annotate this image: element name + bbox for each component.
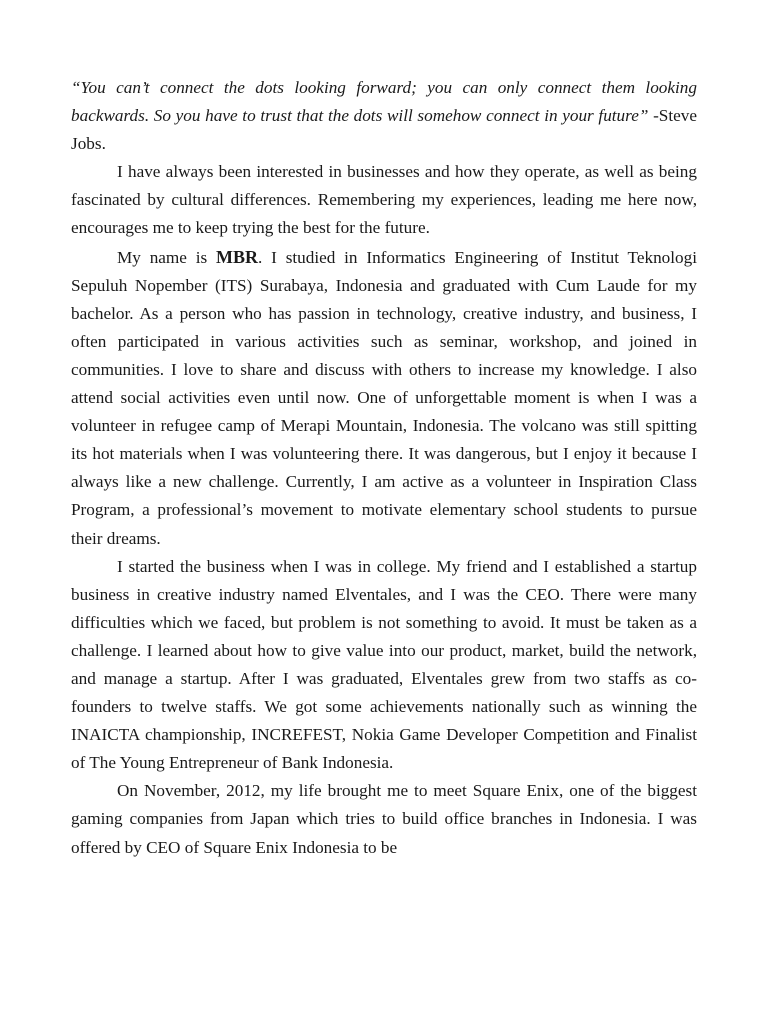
quote-paragraph	[71, 74, 697, 158]
paragraph-interests: I have always been interested in businesses and how they operate, as well as being fascinated by cultural differences. Remembering my experiences, leading me here now, encourages me to keep trying the best for the future.	[71, 162, 697, 238]
intro-body: . I studied in Informatics Engineering of Institut Teknologi Sepuluh Nopember (ITS) Surabaya, Indonesia and graduated with Cum Laude for my bachelor. As a person who has passion in technology, creative industry, and business, I often participated in various activities such as seminar, workshop, and joined in communities. I love to share and discuss with others to increase my knowledge. I also attend social activities even until now. One of unforgettable moment is when I was a volunteer in refugee camp of Merapi Mountain, Indonesia. The volcano was still spitting its hot materials when I was volunteering there. It was dangerous, but I enjoy it because I always like a new challenge. Currently, I am active as a volunteer in Inspiration Class Program, a professional’s movement to motivate elementary school students to pursue their dreams.	[71, 247, 698, 548]
paragraph-business: I started the business when I was in college. My friend and I established a startup business in creative industry named Elventales, and I was the CEO. There were many difficulties which we faced, but problem is not something to avoid. It must be taken as a challenge. I learned about how to give value into our product, market, build the network, and manage a startup. After I was graduated, Elventales grew from two staffs as co-founders to twelve staffs. We got some achievements nationally such as winning the INAICTA championship, INCREFEST, Nokia Game Developer Competition and Finalist of The Young Entrepreneur of Bank Indonesia.	[71, 556, 697, 773]
quote-text: “You can’t connect the dots looking forward; you can only connect them looking backwards. So you have to trust that the dots will somehow connect in your future”	[71, 78, 697, 126]
intro-lead: My name is	[117, 247, 217, 267]
paragraph-square-enix: On November, 2012, my life brought me to meet Square Enix, one of the biggest gaming companies from Japan which tries to build office branches in Indonesia. I was offered by CEO of Square Enix Indonesia to be	[71, 781, 697, 857]
document-body	[71, 74, 697, 862]
quote-attribution: -Steve Jobs.	[71, 106, 697, 154]
author-name: MBR	[216, 246, 259, 267]
paragraph-introduction	[71, 243, 697, 553]
